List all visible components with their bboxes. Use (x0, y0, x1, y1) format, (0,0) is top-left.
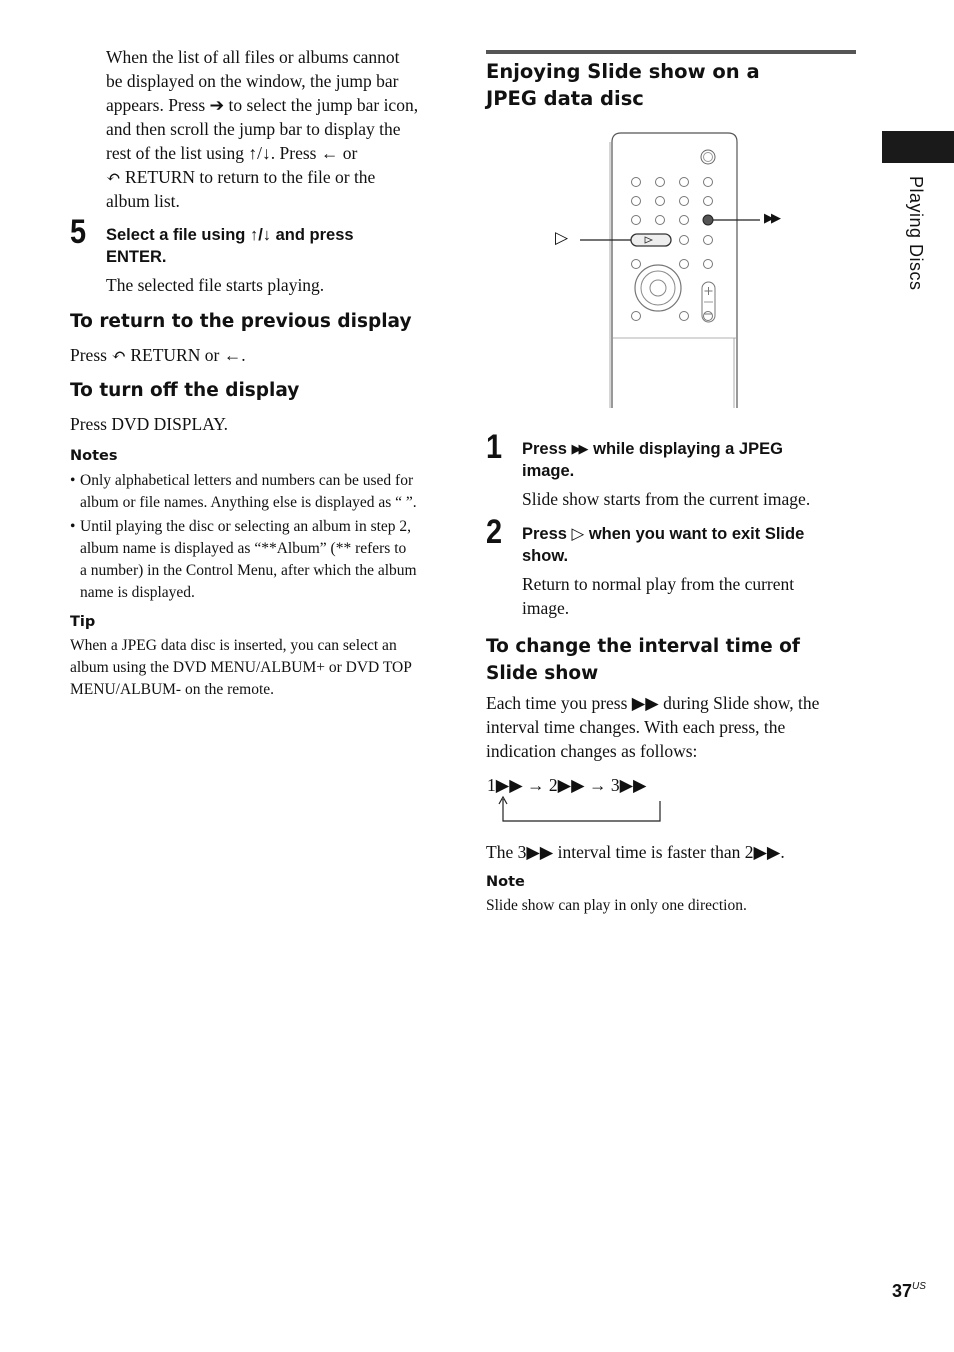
sequence-arrow: → (527, 775, 545, 795)
interval-body: Each time you press ▶▶ during Slide show, the interval time changes. With each press, the indication changes as follows: (486, 693, 820, 761)
play-button-label: ▷ (555, 228, 569, 247)
interval-3: 3▶▶ (610, 775, 647, 795)
interval-1: 1▶▶ (487, 775, 523, 795)
play-icon: ▷ (571, 525, 585, 543)
step-2-body: Return to normal play from the current image. (522, 574, 795, 618)
step-1-body: Slide show starts from the current image. (522, 489, 811, 509)
remote-control-illustration (550, 130, 800, 412)
page-number: $37^{US}$ (892, 1281, 926, 1301)
note-heading: Note (486, 874, 525, 890)
sequence-arrow: → (588, 775, 607, 795)
loop-back-arrow (490, 795, 670, 825)
tip-body: When a JPEG data disc is inserted, you can select an album using the DVD MENU/ALBUM+ or DVD TOP MENU/ALBUM- on the remote. (70, 637, 412, 698)
interval-2: 2▶▶ (548, 775, 585, 795)
step-5-body: The selected file starts playing. (106, 275, 325, 295)
note-item: • Until playing the disc or selecting an album in step 2, album name is displayed as “**Album” (** refers to a number) in the Control Menu, after which the album name is displayed. (70, 516, 445, 604)
notes-heading: Notes (70, 448, 118, 464)
interval-sequence (487, 773, 647, 797)
section-tab-marker (882, 131, 954, 163)
step-2-title: Press ▷ when you want to exit Slide show. (522, 525, 805, 565)
interval-faster-text: The 3▶▶ interval time is faster than 2▶▶. (486, 842, 785, 862)
tip-heading: Tip (70, 614, 96, 630)
turn-off-heading: To turn off the display (70, 380, 300, 401)
section-rule (486, 50, 856, 54)
section-label: Playing Discs (906, 176, 926, 291)
step-5-title: Select a file using ↑/↓ and press ENTER. (106, 226, 354, 266)
return-display-body: Press ↶ RETURN or ←. (70, 345, 246, 365)
fast-forward-icon: ▶▶ (571, 441, 586, 456)
step-number-5: 5 (70, 213, 87, 251)
fast-forward-label: ▶▶ (764, 210, 778, 225)
step-1-title: Press ▶▶ while displaying a JPEG image. (522, 440, 783, 480)
turn-off-body: Press DVD DISPLAY. (70, 414, 229, 434)
intro-paragraph: When the list of all files or albums cannot be displayed on the window, the jump bar appears. Press ➔ to select the jump bar icon, and then scroll the jump bar to display the rest of the list using ↑/↓. Press ← or ↶ RETURN to return to the file or the album list. (106, 47, 419, 211)
return-display-heading: To return to the previous display (70, 311, 412, 332)
notes-list (70, 470, 445, 606)
section-title: Enjoying Slide show on a JPEG data disc (486, 60, 760, 110)
step-number-2: 2 (486, 513, 503, 551)
step-number-1: 1 (486, 428, 503, 466)
note-item: • Only alphabetical letters and numbers can be used for album or file names. Anything else is displayed as “ ”. (70, 470, 445, 514)
note-body: Slide show can play in only one direction. (486, 897, 747, 914)
interval-heading: To change the interval time of Slide show (486, 636, 800, 684)
